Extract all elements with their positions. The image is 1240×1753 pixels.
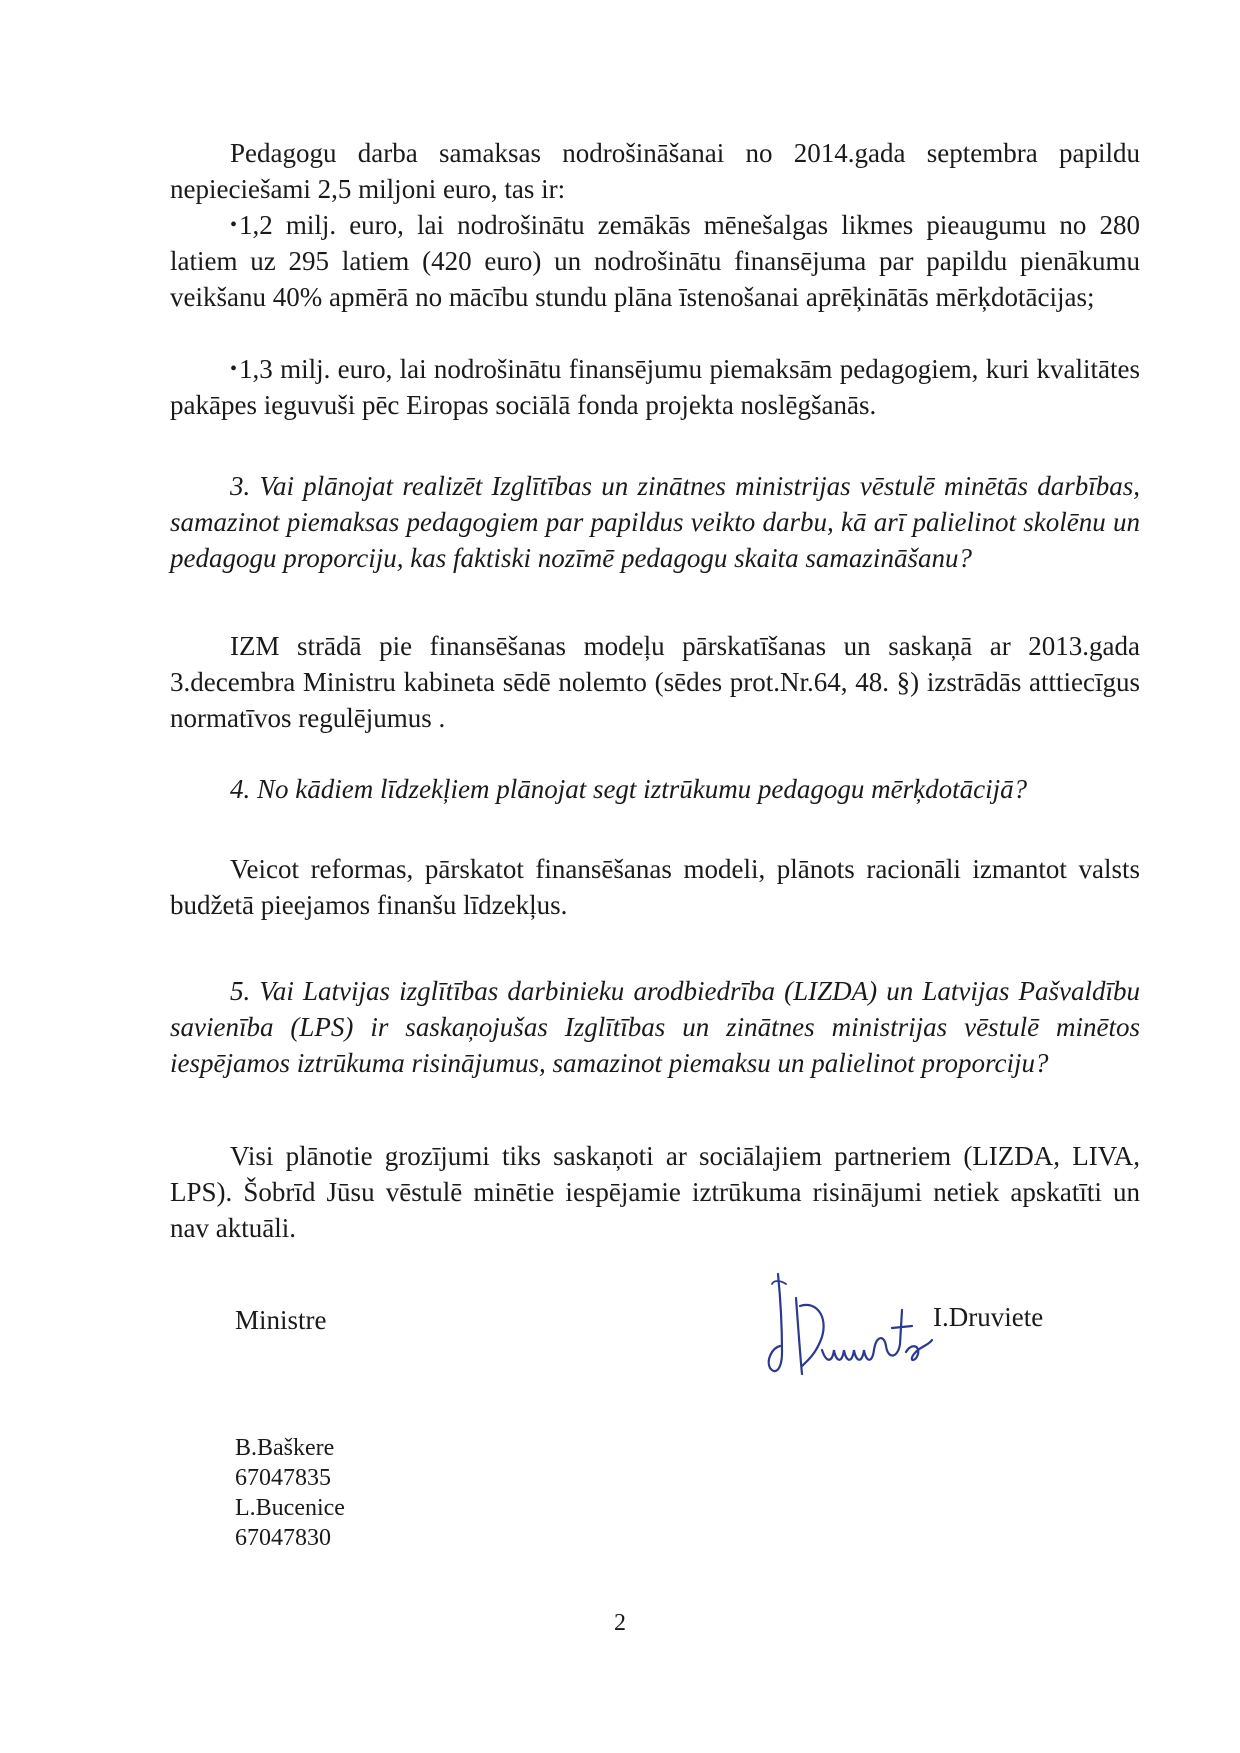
bullet-item-2	[170, 351, 1140, 423]
funding-intro-text: Pedagogu darba samaksas nodrošināšanai no 2014.gada septembra papildu nepieciešami 2,5 miljoni euro, tas ir:	[170, 138, 1140, 204]
bullet-icon: •	[230, 358, 238, 380]
bullet-item-2-text: 1,3 milj. euro, lai nodrošinātu finansējumu piemaksām pedagogiem, kuri kvalitātes pakāpes ieguvuši pēc Eiropas sociālā fonda projekta noslēgšanās.	[170, 354, 1140, 420]
bullet-item-1-text: 1,2 milj. euro, lai nodrošinātu zemākās mēnešalgas likmes pieaugumu no 280 latiem uz 295 latiem (420 euro) un nodrošinātu finansējuma par papildu pienākumu veikšanu 40% apmērā no mācību stundu plāna īstenošanai aprēķinātās mērķdotācijas;	[170, 210, 1140, 312]
question-4: 4. No kādiem līdzekļiem plānojat segt iztrūkumu pedagogu mērķdotācijā?	[230, 774, 1028, 804]
contact-list	[235, 1433, 345, 1553]
signatory-title: Ministre	[235, 1305, 327, 1335]
bullet-item-1	[170, 207, 1140, 315]
answer-3: IZM strādā pie finansēšanas modeļu pārskatīšanas un saskaņā ar 2013.gada 3.decembra Ministru kabineta sēdē nolemto (sēdes prot.Nr.64, 48. §) izstrādās atttiecīgus normatīvos regulējumus .	[170, 631, 1140, 733]
paragraph-funding-intro	[170, 135, 1140, 207]
contact-phone: 67047830	[235, 1525, 331, 1551]
contact-phone: 67047835	[235, 1465, 331, 1491]
signatory-name: I.Druviete	[933, 1302, 1044, 1332]
contact-name: B.Baškere	[235, 1435, 335, 1461]
answer-5: Visi plānotie grozījumi tiks saskaņoti ar sociālajiem partneriem (LIZDA, LIVA, LPS). Šobrīd Jūsu vēstulē minētie iespējamie iztrūkuma risinājumi netiek apskatīti un nav aktuāli.	[170, 1141, 1140, 1243]
question-3: 3. Vai plānojat realizēt Izglītības un zinātnes ministrijas vēstulē minētās darbības, samazinot piemaksas pedagogiem par papildus veikto darbu, kā arī palielinot skolēnu un pedagogu proporciju, kas faktiski nozīmē pedagogu skaita samazināšanu?	[170, 471, 1140, 573]
page-number: 2	[614, 1610, 626, 1636]
signature-image	[760, 1250, 960, 1400]
contact-name: L.Bucenice	[235, 1495, 345, 1521]
answer-4: Veicot reformas, pārskatot finansēšanas modeli, plānots racionāli izmantot valsts budžetā pieejamos finanšu līdzekļus.	[170, 854, 1140, 920]
bullet-icon: •	[230, 214, 238, 236]
question-5: 5. Vai Latvijas izglītības darbinieku arodbiedrība (LIZDA) un Latvijas Pašvaldību savienība (LPS) ir saskaņojušas Izglītības un zinātnes ministrijas vēstulē minētos iespējamos iztrūkuma risinājumus, samazinot piemaksu un palielinot proporciju?	[170, 976, 1140, 1078]
signature-text: I. Druviete	[760, 1250, 765, 1251]
